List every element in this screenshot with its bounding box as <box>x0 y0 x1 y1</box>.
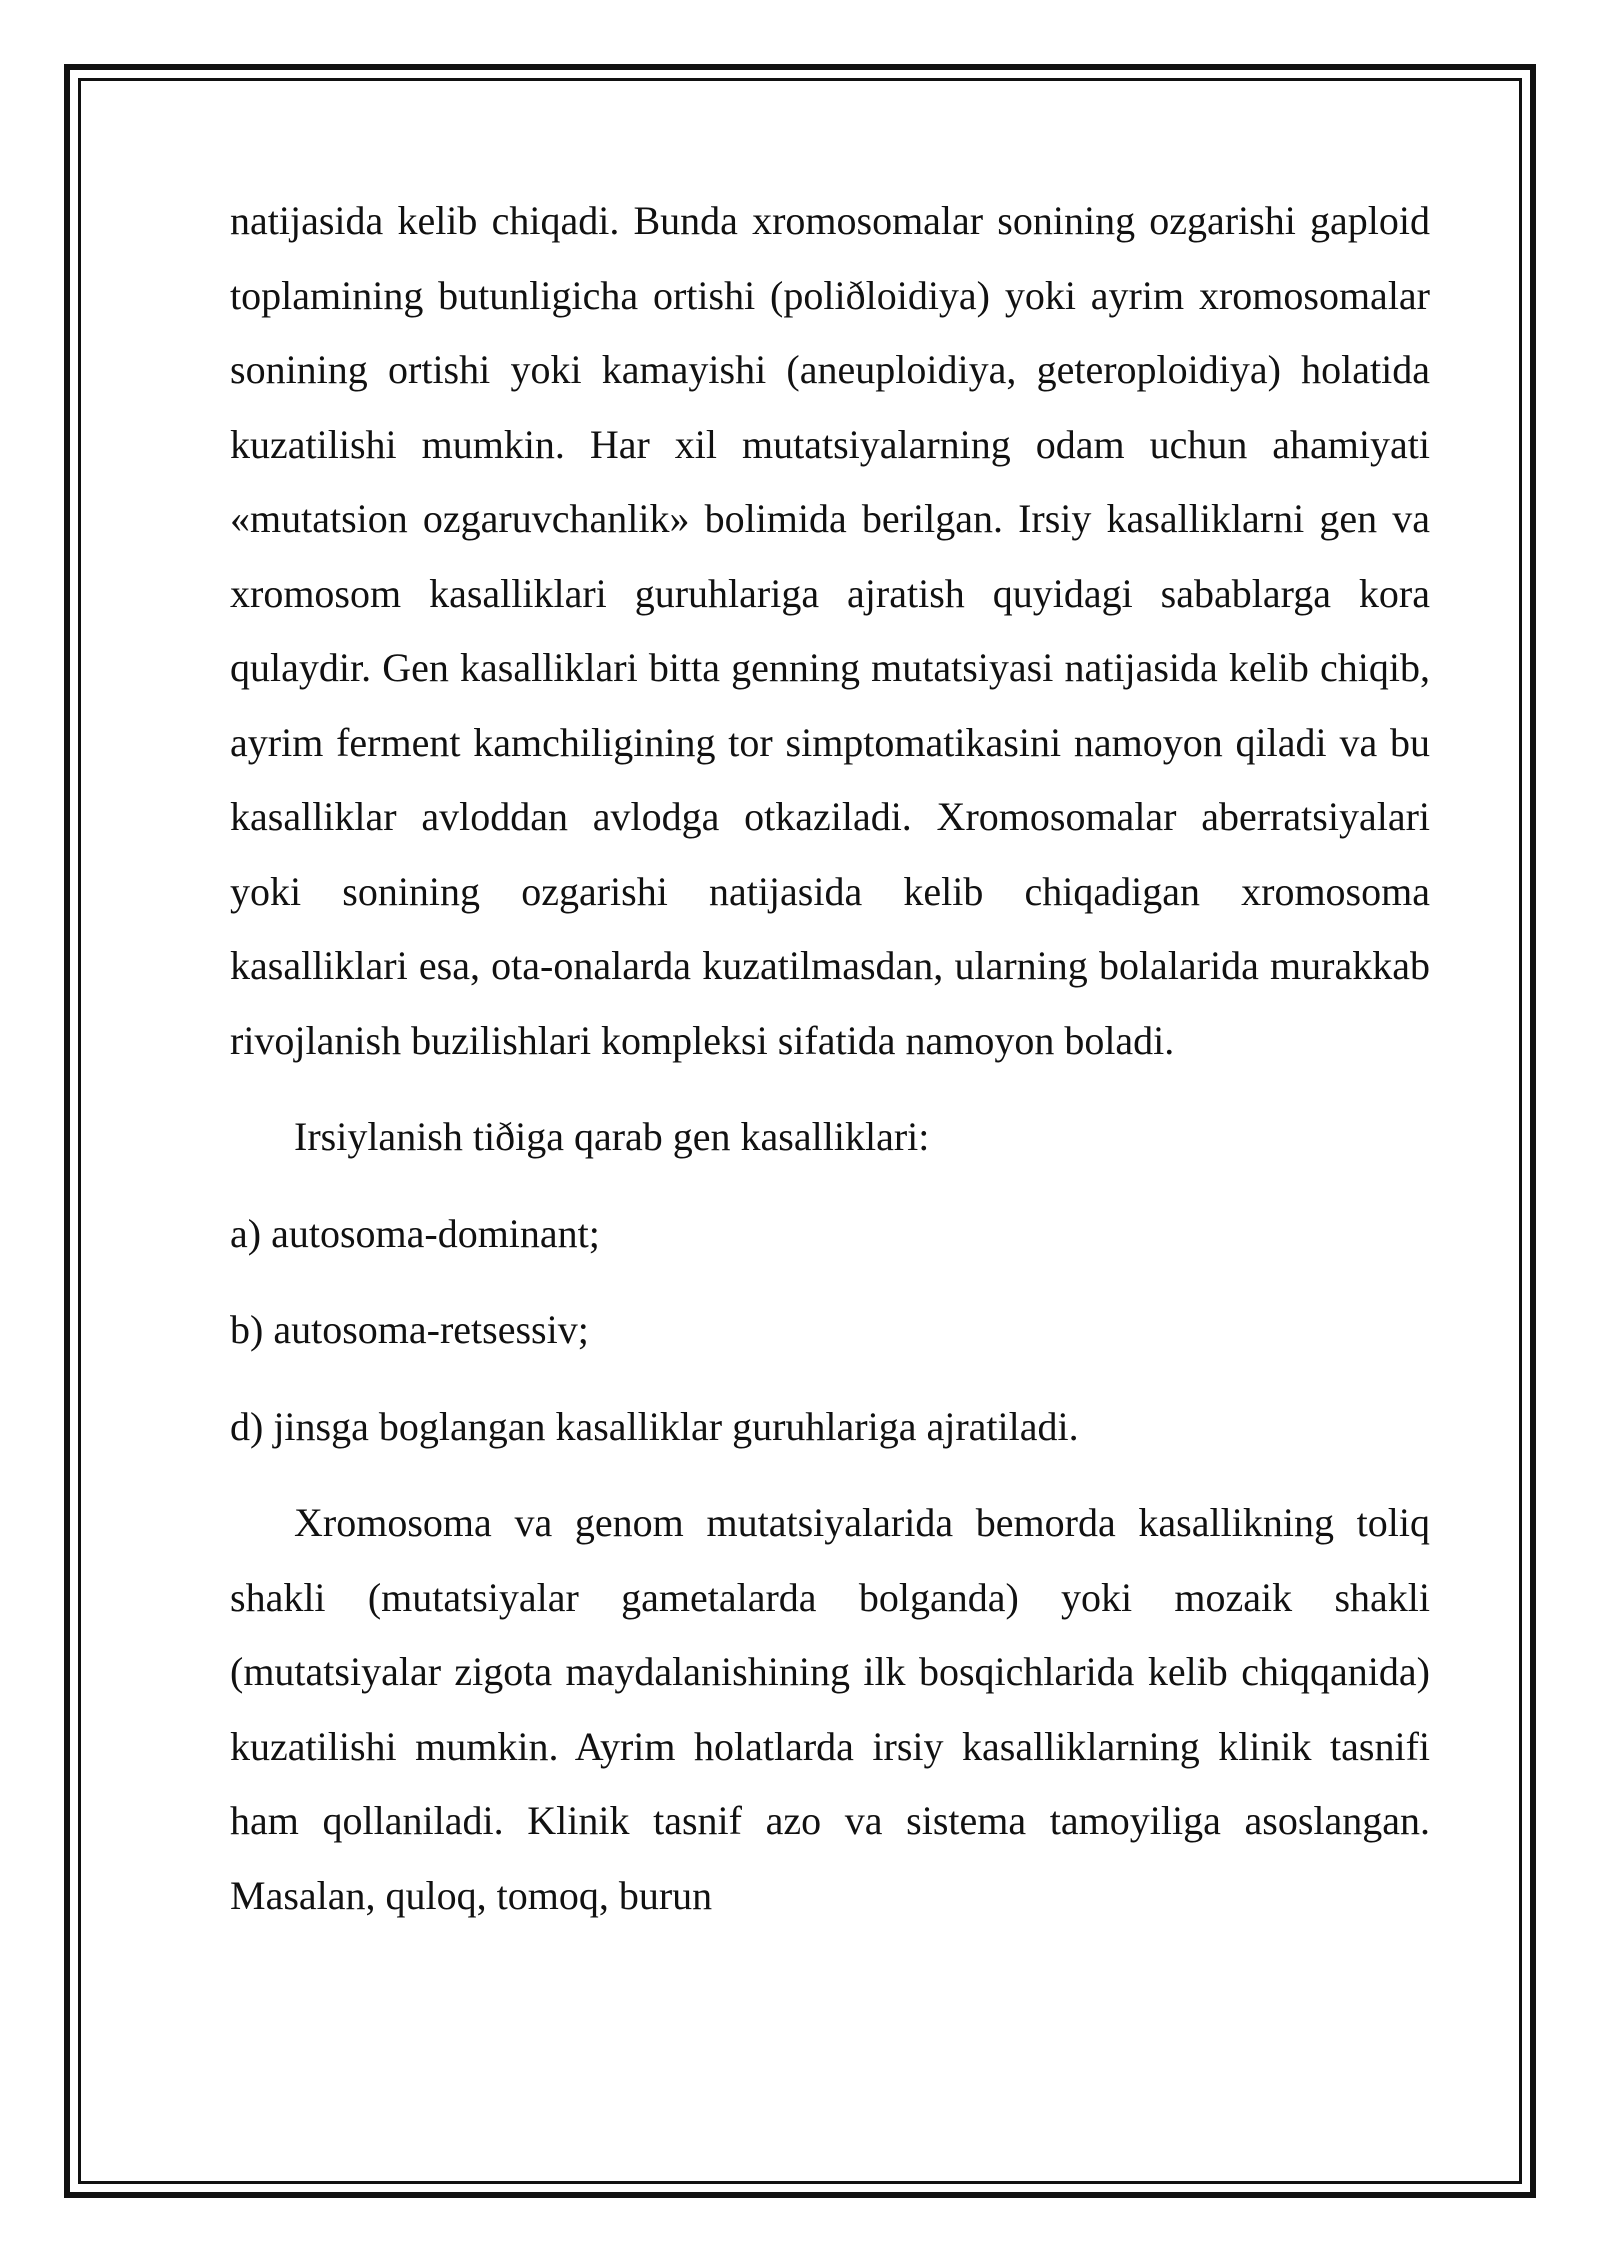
document-body <box>230 184 1430 1933</box>
paragraph-chromosome-mutations: Xromosoma va genom mutatsiyalarida bemorda kasallikning toliq shakli (mutatsiyalar gametalarda bolganda) yoki mozaik shakli (mutatsiyalar zigota maydalanishining ilk bosqichlarida kelib chiqqanida) kuzatilishi mumkin. Ayrim holatlarda irsiy kasalliklarning klinik tasnifi ham qollaniladi. Klinik tasnif azo va sistema tamoyiliga asoslangan. Masalan, quloq, tomoq, burun <box>230 1500 1430 1918</box>
list-item-autosomal-recessive: b) autosoma-retsessiv; <box>230 1307 589 1352</box>
paragraph-intro: natijasida kelib chiqadi. Bunda xromosomalar sonining ozgarishi gaploid toplamining butunligicha ortishi (poliðloidiya) yoki ayrim xromosomalar sonining ortishi yoki kamayishi (aneuploidiya, geteroploidiya) holatida kuzatilishi mumkin. Har xil mutatsiyalarning odam uchun ahamiyati «mutatsion ozgaruvchanlik» bolimida berilgan. Irsiy kasalliklarni gen va xromosom kasalliklari guruhlariga ajratish quyidagi sabablarga kora qulaydir. Gen kasalliklari bitta genning mutatsiyasi natijasida kelib chiqib, ayrim ferment kamchiligining tor simptomatikasini namoyon qiladi va bu kasalliklar avloddan avlodga otkaziladi. Xromosomalar aberratsiyalari yoki sonining ozgarishi natijasida kelib chiqadigan xromosoma kasalliklari esa, ota-onalarda kuzatilmasdan, ularning bolalarida murakkab rivojlanish buzilishlari kompleksi sifatida namoyon boladi. <box>230 198 1430 1063</box>
paragraph-inheritance-types: Irsiylanish tiðiga qarab gen kasalliklari: <box>294 1114 930 1159</box>
list-item-autosomal-dominant: a) autosoma-dominant; <box>230 1210 600 1256</box>
list-item-sex-linked: d) jinsga boglangan kasalliklar guruhlariga ajratiladi. <box>230 1403 1079 1449</box>
